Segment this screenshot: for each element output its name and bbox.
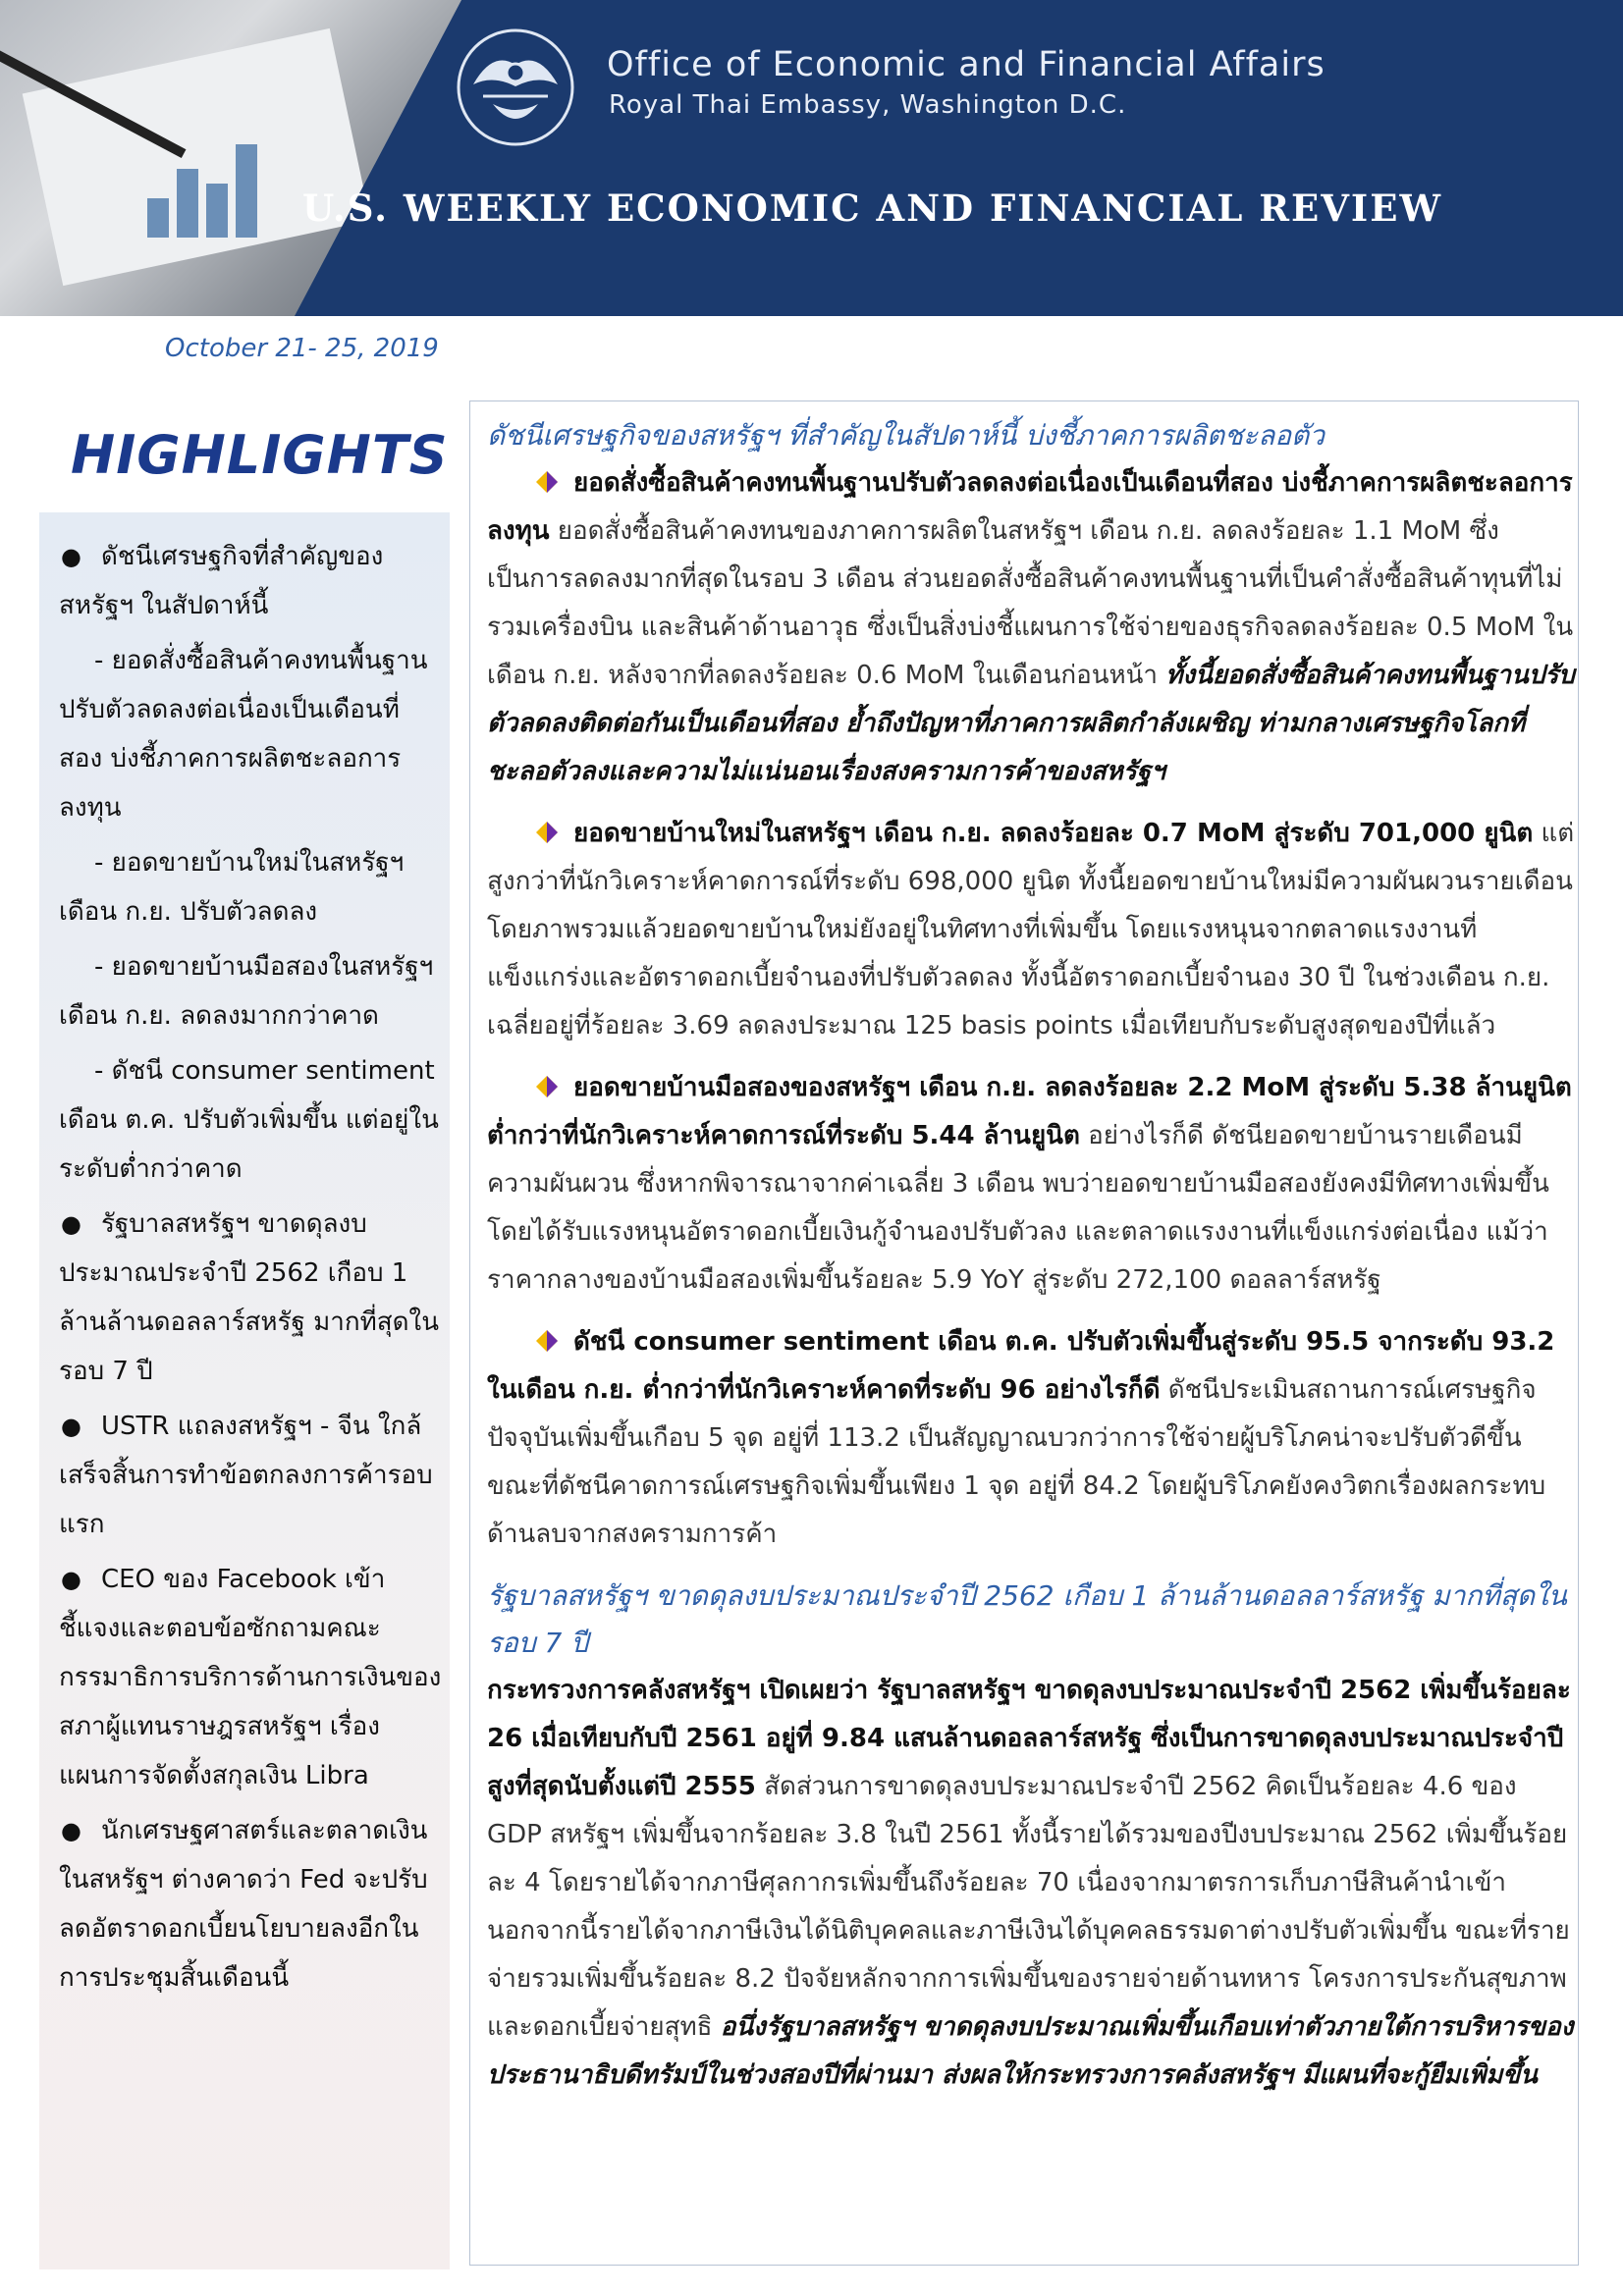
highlight-item: ● รัฐบาลสหรัฐฯ ขาดดุลงบประมาณประจำปี 2562 เกือบ 1 ล้านล้านดอลลาร์สหรัฐ มากที่สุดในรอบ 7 ปี xyxy=(59,1200,442,1396)
paragraph-new-home-sales: ยอดขายบ้านใหม่ในสหรัฐฯ เดือน ก.ย. ลดลงร้อยละ 0.7 MoM สู่ระดับ 701,000 ยูนิต แต่สูงกว่าที่นักวิเคราะห์คาดการณ์ที่ระดับ 698,000 ยูนิต ทั้งนี้ยอดขายบ้านใหม่มีความผันผวนรายเดือน โดยภาพรวมแล้วยอดขายบ้านใหม่ยังอยู่ในทิศทางที่เพิ่มขึ้น โดยแรงหนุนจากตลาดแรงงานที่แข็งแกร่งและอัตราดอกเบี้ยจำนองที่ปรับตัวลดลง ทั้งนี้อัตราดอกเบี้ยจำนอง 30 ปี ในช่วงเดือน ก.ย. เฉลี่ยอยู่ที่ร้อยละ 3.69 ลดลงประมาณ 125 basis points เมื่อเทียบกับระดับสูงสุดของปีที่แล้ว xyxy=(487,819,1575,1041)
diamond-bullet-icon xyxy=(536,471,558,493)
highlights-list xyxy=(59,532,442,2008)
main-content xyxy=(487,412,1579,2113)
paragraph-durable-goods: ยอดสั่งซื้อสินค้าคงทนพื้นฐานปรับตัวลดลงต่อเนื่องเป็นเดือนที่สอง บ่งชี้ภาคการผลิตชะลอการลงทุน ยอดสั่งซื้อสินค้าคงทนของภาคการผลิตในสหรัฐฯ เดือน ก.ย. ลดลงร้อยละ 1.1 MoM ซึ่งเป็นการลดลงมากที่สุดในรอบ 3 เดือน ส่วนยอดสั่งซื้อสินค้าคงทนพื้นฐานที่เป็นคำสั่งซื้อสินค้าทุนที่ไม่รวมเครื่องบิน และสินค้าด้านอาวุธ ซึ่งเป็นสิ่งบ่งชี้แผนการใช้จ่ายของธุรกิจลดลงร้อยละ 0.5 MoM ในเดือน ก.ย. หลังจากที่ลดลงร้อยละ 0.6 MoM ในเดือนก่อนหน้า ทั้งนี้ยอดสั่งซื้อสินค้าคงทนพื้นฐานปรับตัวลดลงติดต่อกันเป็นเดือนที่สอง ย้ำถึงปัญหาที่ภาคการผลิตกำลังเผชิญ ท่ามกลางเศรษฐกิจโลกที่ชะลอตัวลงและความไม่แน่นอนเรื่องสงครามการค้าของสหรัฐฯ xyxy=(487,468,1575,786)
report-date: October 21- 25, 2019 xyxy=(165,334,439,363)
highlight-item: ● ดัชนีเศรษฐกิจที่สำคัญของสหรัฐฯ ในสัปดาห์นี้ xyxy=(59,532,442,630)
review-title: U.S. WEEKLY ECONOMIC AND FINANCIAL REVIEW xyxy=(302,187,1442,230)
office-title: Office of Economic and Financial Affairs xyxy=(607,45,1325,84)
highlight-subitem: - ยอดสั่งซื้อสินค้าคงทนพื้นฐานปรับตัวลดลงต่อเนื่องเป็นเดือนที่สอง บ่งชี้ภาคการผลิตชะลอการลงทุน xyxy=(59,646,428,823)
garuda-emblem-icon xyxy=(454,26,577,149)
paragraph-budget-deficit: กระทรวงการคลังสหรัฐฯ เปิดเผยว่า รัฐบาลสหรัฐฯ ขาดดุลงบประมาณประจำปี 2562 เพิ่มขึ้นร้อยละ 26 เมื่อเทียบกับปี 2561 อยู่ที่ 9.84 แสนล้านดอลลาร์สหรัฐ ซึ่งเป็นการขาดดุลงบประมาณประจำปีสูงที่สุดนับตั้งแต่ปี 2555 สัดส่วนการขาดดุลงบประมาณประจำปี 2562 คิดเป็นร้อยละ 4.6 ของ GDP สหรัฐฯ เพิ่มขึ้นจากร้อยละ 3.8 ในปี 2561 ทั้งนี้รายได้รวมของปีงบประมาณ 2562 เพิ่มขึ้นร้อยละ 4 โดยรายได้จากภาษีศุลกากรเพิ่มขึ้นถึงร้อยละ 70 เนื่องจากมาตรการเก็บภาษีสินค้านำเข้า นอกจากนี้รายได้จากภาษีเงินได้นิติบุคคลและภาษีเงินได้บุคคลธรรมดาต่างปรับตัวเพิ่มขึ้น ขณะที่รายจ่ายรวมเพิ่มขึ้นร้อยละ 8.2 ปัจจัยหลักจากการเพิ่มขึ้นของรายจ่ายด้านทหาร โครงการประกันสุขภาพและดอกเบี้ยจ่ายสุทธิ อนึ่งรัฐบาลสหรัฐฯ ขาดดุลงบประมาณเพิ่มขึ้นเกือบเท่าตัวภายใต้การบริหารของประธานาธิบดีทรัมป์ในช่วงสองปีที่ผ่านมา ส่งผลให้กระทรวงการคลังสหรัฐฯ มีแผนที่จะกู้ยืมเพิ่มขึ้น xyxy=(487,1676,1574,2090)
section-heading: รัฐบาลสหรัฐฯ ขาดดุลงบประมาณประจำปี 2562 เกือบ 1 ล้านล้านดอลลาร์สหรัฐ มากที่สุดในรอบ 7 ปี xyxy=(487,1579,1567,1659)
highlight-subitem: - ยอดขายบ้านมือสองในสหรัฐฯ เดือน ก.ย. ลดลงมากกว่าคาด xyxy=(59,952,434,1031)
paragraph-consumer-sentiment: ดัชนี consumer sentiment เดือน ต.ค. ปรับตัวเพิ่มขึ้นสู่ระดับ 95.5 จากระดับ 93.2 ในเดือน ก.ย. ต่ำกว่าที่นักวิเคราะห์คาดที่ระดับ 96 อย่างไรก็ดี ดัชนีประเมินสถานการณ์เศรษฐกิจปัจจุบันเพิ่มขึ้นเกือบ 5 จุด อยู่ที่ 113.2 เป็นสัญญาณบวกว่าการใช้จ่ายผู้บริโภคน่าจะปรับตัวดีขึ้น ขณะที่ดัชนีคาดการณ์เศรษฐกิจเพิ่มขึ้นเพียง 1 จุด อยู่ที่ 84.2 โดยผู้บริโภคยังคงวิตกเรื่องผลกระทบด้านลบจากสงครามการค้า xyxy=(487,1327,1555,1549)
section-heading: ดัชนีเศรษฐกิจของสหรัฐฯ ที่สำคัญในสัปดาห์นี้ บ่งชี้ภาคการผลิตชะลอตัว xyxy=(487,419,1325,452)
diamond-bullet-icon xyxy=(536,822,558,843)
header-banner xyxy=(0,0,1623,316)
diamond-bullet-icon xyxy=(536,1330,558,1352)
business-photo xyxy=(0,0,461,316)
office-subtitle: Royal Thai Embassy, Washington D.C. xyxy=(609,90,1127,120)
highlight-subitem: - ดัชนี consumer sentiment เดือน ต.ค. ปรับตัวเพิ่มขึ้น แต่อยู่ในระดับต่ำกว่าคาด xyxy=(59,1056,439,1184)
highlights-title: HIGHLIGHTS xyxy=(71,424,449,486)
highlight-subitem: - ยอดขายบ้านใหม่ในสหรัฐฯ เดือน ก.ย. ปรับตัวลดลง xyxy=(59,848,405,927)
paragraph-existing-home-sales: ยอดขายบ้านมือสองของสหรัฐฯ เดือน ก.ย. ลดลงร้อยละ 2.2 MoM สู่ระดับ 5.38 ล้านยูนิต ต่ำกว่าที่นักวิเคราะห์คาดการณ์ที่ระดับ 5.44 ล้านยูนิต อย่างไรก็ดี ดัชนียอดขายบ้านรายเดือนมีความผันผวน ซึ่งหากพิจารณาจากค่าเฉลี่ย 3 เดือน พบว่ายอดขายบ้านมือสองยังคงมีทิศทางเพิ่มขึ้น โดยได้รับแรงหนุนอัตราดอกเบี้ยเงินกู้จำนองปรับตัวลง และตลาดแรงงานที่แข็งแกร่งต่อเนื่อง แม้ว่าราคากลางของบ้านมือสองเพิ่มขึ้นร้อยละ 5.9 YoY สู่ระดับ 272,100 ดอลลาร์สหรัฐ xyxy=(487,1073,1572,1295)
diamond-bullet-icon xyxy=(536,1076,558,1097)
highlight-item: ● CEO ของ Facebook เข้าชี้แจงและตอบข้อซักถามคณะกรรมาธิการบริการด้านการเงินของสภาผู้แทนราษฎรสหรัฐฯ เรื่องแผนการจัดตั้งสกุลเงิน Libra xyxy=(59,1555,442,1800)
highlight-item: ● USTR แถลงสหรัฐฯ - จีน ใกล้เสร็จสิ้นการทำข้อตกลงการค้ารอบแรก xyxy=(59,1402,442,1549)
highlight-item: ● นักเศรษฐศาสตร์และตลาดเงินในสหรัฐฯ ต่างคาดว่า Fed จะปรับลดอัตราดอกเบี้ยนโยบายลงอีกในการประชุมสิ้นเดือนนี้ xyxy=(59,1806,442,2002)
